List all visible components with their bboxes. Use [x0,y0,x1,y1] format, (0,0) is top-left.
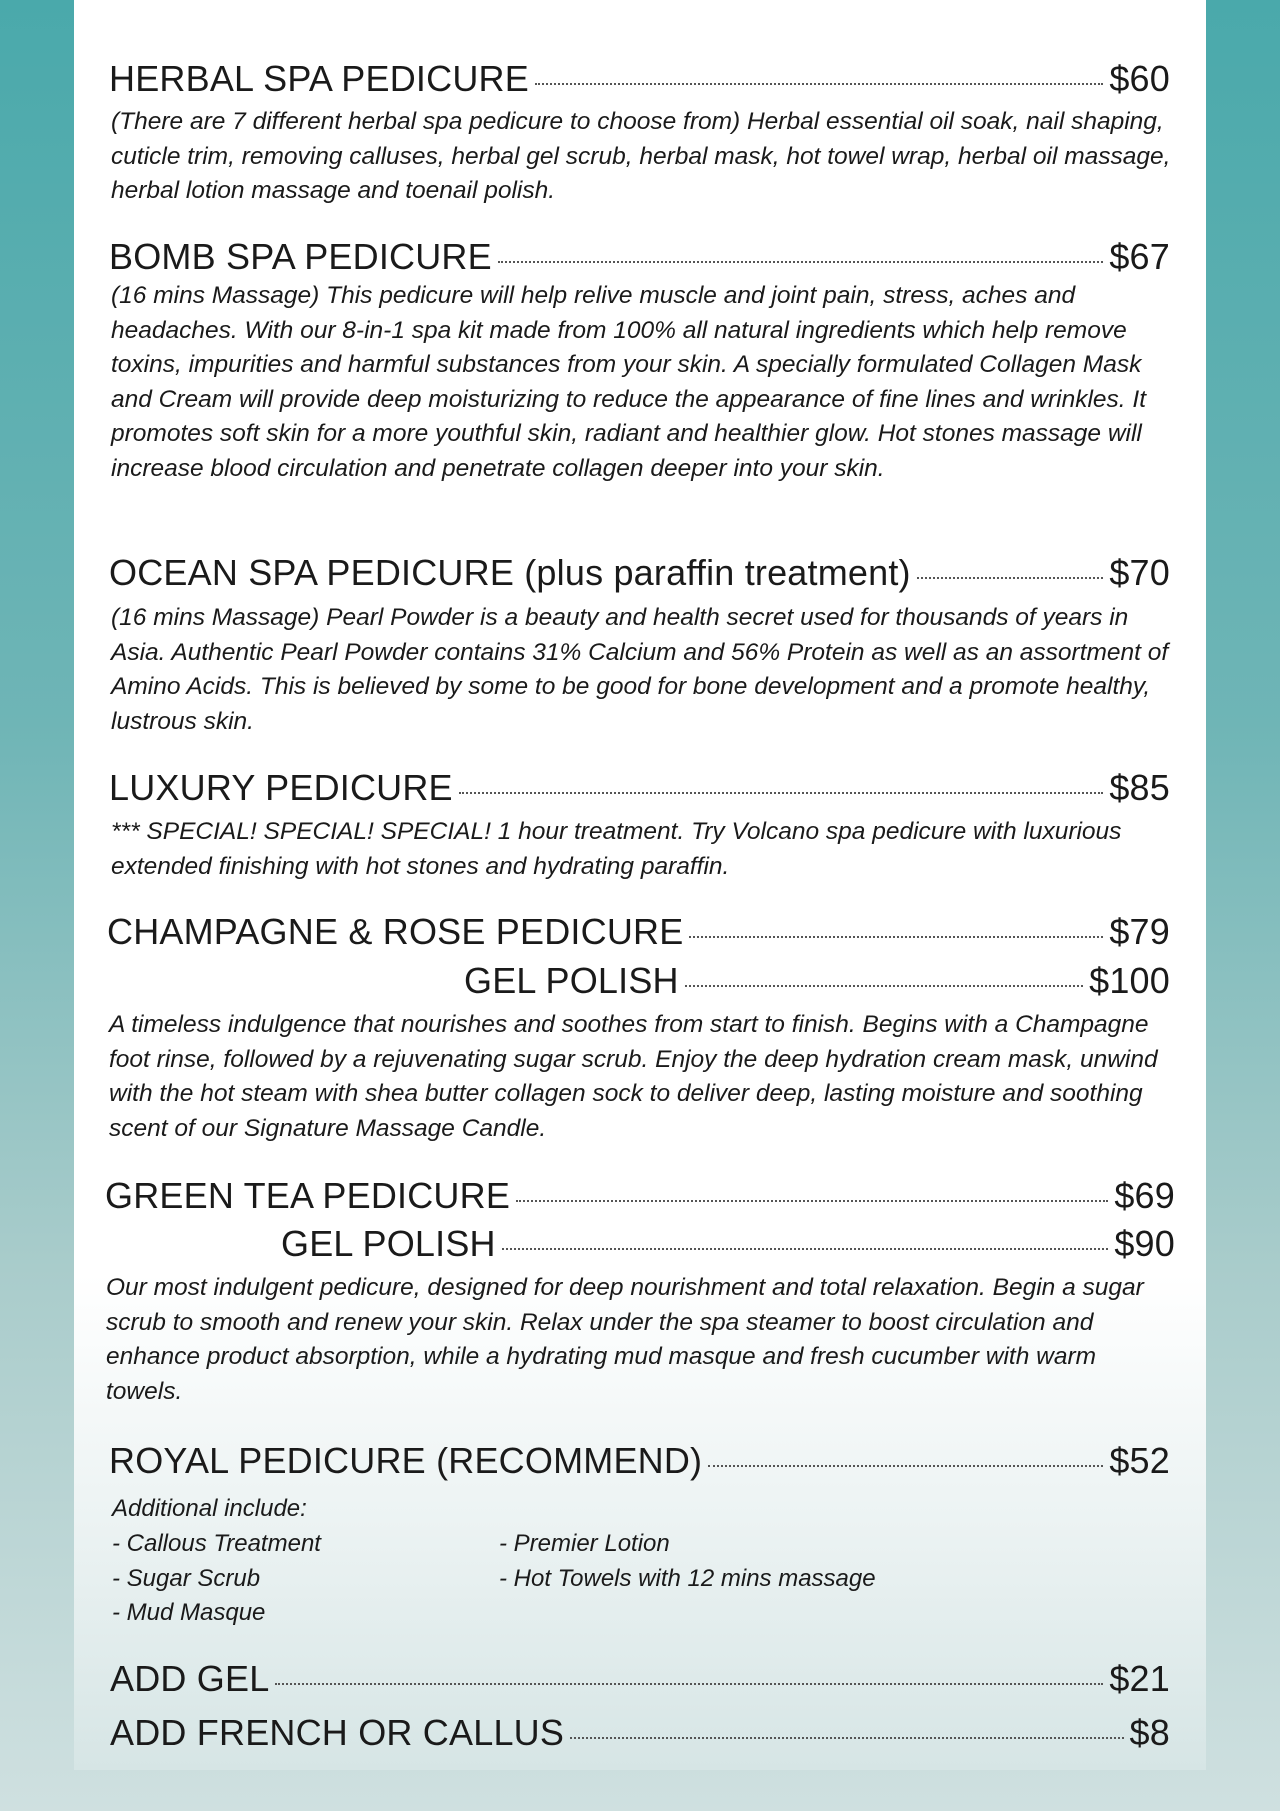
leader-dots [275,1683,1103,1685]
leader-dots [689,936,1103,938]
menu-item-bomb-spa-pedicure [109,236,1170,278]
item-title: ROYAL PEDICURE (RECOMMEND) [109,1440,703,1481]
leader-dots [708,1465,1103,1467]
include-item: - Sugar Scrub [112,1564,261,1592]
leader-dots [685,985,1083,987]
addon-add-french-or-callus [110,1712,1170,1754]
include-label: Additional include: [112,1495,307,1522]
item-description: (16 mins Massage) This pedicure will help relive muscle and joint pain, stress, aches and headaches. With our 8-in-1 spa kit made from 100% all natural ingredients which help remove toxins, impurities and harmful substances from your skin. A specially formulated Collagen Mask and Cream will provide deep moisturizing to reduce the appearance of fine lines and wrinkles. It promotes soft skin for a more youthful skin, radiant and healthier glow. Hot stones massage will increase blood circulation and penetrate collagen deeper into your skin. [111,282,1147,482]
item-title: OCEAN SPA PEDICURE (plus paraffin treatment) [109,552,911,593]
addon-title: ADD FRENCH OR CALLUS [110,1712,565,1753]
addon-price: $21 [1109,1658,1170,1699]
item-price: $67 [1109,236,1170,277]
menu-item-royal-pedicure [109,1440,1170,1482]
item-description: *** SPECIAL! SPECIAL! SPECIAL! 1 hour treatment. Try Volcano spa pedicure with luxurious extended finishing with hot stones and hydrating paraffin. [111,818,1122,880]
leader-dots [535,83,1103,85]
leader-dots [498,261,1104,263]
item-title: BOMB SPA PEDICURE [109,236,492,277]
item-price: $85 [1109,767,1170,808]
subitem-price: $90 [1114,1223,1175,1264]
item-price: $79 [1109,911,1170,952]
item-description: Our most indulgent pedicure, designed for deep nourishment and total relaxation. Begin a sugar scrub to smooth and renew your skin. Relax under the spa steamer to boost circulation and enhance product absorption, while a hydrating mud masque and fresh cucumber with warm towels. [106,1274,1144,1405]
menu-subitem-green-tea-gel-polish [281,1223,1175,1265]
leader-dots [570,1737,1123,1739]
subitem-title: GEL POLISH [281,1223,496,1264]
leader-dots [502,1248,1109,1250]
menu-item-champagne-rose-pedicure [107,911,1170,953]
leader-dots [459,792,1104,794]
menu-item-ocean-spa-pedicure [109,552,1170,594]
leader-dots [917,577,1104,579]
addon-add-gel [110,1658,1170,1700]
include-item: - Premier Lotion [499,1530,670,1557]
item-description: A timeless indulgence that nourishes and soothes from start to finish. Begins with a Champagne foot rinse, followed by a rejuvenating sugar scrub. Enjoy the deep hydration cream mask, unwind with the hot steam with shea butter collagen sock to deliver deep, lasting moisture and soothing scent of our Signature Massage Candle. [109,1011,1158,1142]
item-price: $60 [1109,58,1170,99]
item-title: LUXURY PEDICURE [109,767,453,808]
include-item: - Mud Masque [112,1599,266,1626]
include-list-right [499,1527,876,1596]
item-price: $52 [1109,1440,1170,1481]
item-description: (16 mins Massage) Pearl Powder is a beauty and health secret used for thousands of years in Asia. Authentic Pearl Powder contains 31% Calcium and 56% Protein as well as an assortment of Amino Acids. This is believed by some to be good for bone development and a promote healthy, lustrous skin. [111,604,1169,735]
menu-item-luxury-pedicure [109,767,1170,809]
item-title: HERBAL SPA PEDICURE [109,58,529,99]
item-description: (There are 7 different herbal spa pedicure to choose from) Herbal essential oil soak, nail shaping, cuticle trim, removing calluses, herbal gel scrub, herbal mask, hot towel wrap, herbal oil massage, herbal lotion massage and toenail polish. [111,108,1171,204]
addon-title: ADD GEL [110,1658,270,1699]
subitem-price: $100 [1089,960,1170,1001]
addon-price: $8 [1129,1712,1170,1753]
item-title: GREEN TEA PEDICURE [105,1175,511,1216]
menu-item-herbal-spa-pedicure [109,58,1170,100]
include-item: - Callous Treatment [112,1530,321,1557]
include-item: - Hot Towels with 12 mins massage [499,1564,876,1592]
item-price: $69 [1114,1175,1175,1216]
include-list-left [112,1527,321,1631]
menu-subitem-champagne-gel-polish [464,960,1170,1002]
menu-item-green-tea-pedicure [105,1175,1175,1217]
item-title: CHAMPAGNE & ROSE PEDICURE [107,911,684,952]
leader-dots [516,1200,1108,1202]
item-price: $70 [1109,552,1170,593]
subitem-title: GEL POLISH [464,960,679,1001]
